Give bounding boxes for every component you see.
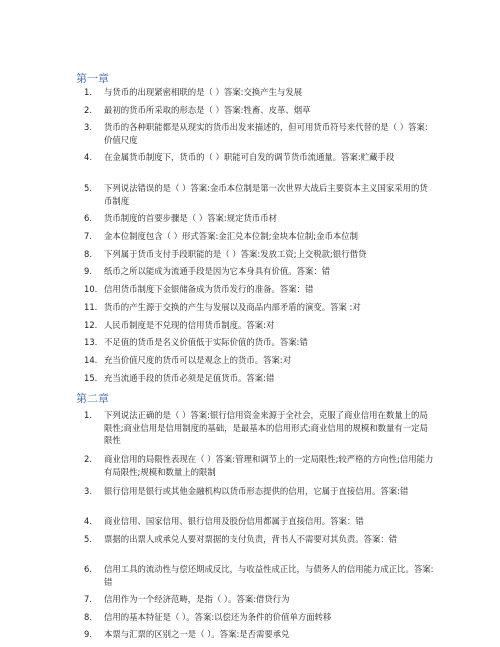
list-item: [84, 515, 434, 528]
list-item: [84, 319, 434, 332]
list-item: [84, 611, 434, 624]
item-text: 票据的出票人或承兑人要对票据的支付负责，背书人不需要对其负责。答案：错: [104, 534, 398, 544]
item-text: 下列说法正确的是（ ）答案:银行信用资金来源于全社会，克服了商业信用在数量上的局限性;商业信用是信用制度的基础，是最基本的信用形式;商业信用的规模和数量有一定局限性: [104, 410, 428, 445]
item-text: 本票与汇票的区别之一是（ ）。答案:是否需要承兑: [104, 629, 290, 639]
item-number: 5.: [84, 183, 92, 193]
item-text: 与货币的出现紧密相联的是（ ）答案:交换产生与发展: [104, 87, 303, 97]
item-number: 8.: [84, 612, 92, 622]
item-text: 信用的基本特征是（ ）。答案:以偿还为条件的价值单方面转移: [104, 612, 332, 622]
item-number: 13.: [84, 337, 98, 347]
item-number: 10.: [84, 284, 98, 294]
item-number: 8.: [84, 249, 92, 259]
list-item: [84, 86, 434, 99]
list-item: [84, 533, 434, 546]
list-item: [84, 230, 434, 243]
list-item: [84, 563, 434, 588]
item-text: 不足值的货币是名义价值低于实际价值的货币。答案:错: [104, 337, 308, 347]
item-number: 11.: [84, 302, 98, 312]
item-number: 5.: [84, 534, 92, 544]
list-item: [84, 121, 434, 146]
item-number: 12.: [84, 320, 98, 330]
list-item: [84, 485, 434, 498]
item-text: 充当流通手段的货币必须是足值货币。答案:错: [104, 373, 275, 383]
item-number: 1.: [84, 87, 92, 97]
item-number: 9.: [84, 629, 92, 639]
item-text: 银行信用是银行或其他金融机构以货币形态提供的信用，它属于直接信用。答案:错: [104, 486, 409, 496]
item-number: 3.: [84, 486, 92, 496]
item-text: 信用货币制度下金银储备成为货币发行的准备。答案：错: [104, 284, 314, 294]
item-number: 6.: [84, 564, 92, 574]
item-text: 下列属于货币支付手段职能的是（ ）答案:发放工资;上交税款;银行借贷: [104, 249, 367, 259]
item-number: 7.: [84, 231, 92, 241]
item-number: 15.: [84, 373, 98, 383]
item-text: 货币的各种职能都是从现实的货币出发来描述的，但可用货币符号来代替的是（ ）答案:价值尺度: [104, 122, 428, 145]
item-number: 2.: [84, 454, 92, 464]
list-item: [84, 301, 434, 314]
list-item: [84, 372, 434, 385]
item-text: 最初的货币所采取的形态是（ ）答案:牲畜、皮革、烟草: [104, 105, 311, 115]
list-item: [84, 336, 434, 349]
item-text: 货币的产生源于交换的产生与发展以及商品内部矛盾的演变。答案 :对: [104, 302, 361, 312]
list-item: [84, 354, 434, 367]
chapter-title: 第一章: [76, 72, 109, 85]
item-text: 信用工具的流动性与偿还期成反比，与收益性成正比，与债务人的信用能力成正比。答案:错: [104, 564, 434, 587]
list-item: [84, 212, 434, 225]
list-item: [84, 151, 434, 164]
list-item: [84, 104, 434, 117]
list-item: [84, 265, 434, 278]
item-number: 7.: [84, 594, 92, 604]
item-text: 下列说法错误的是（ ）答案:金币本位制是第一次世界大战后主要资本主义国家采用的货币制度: [104, 183, 428, 206]
item-text: 金本位制度包含（ ）形式答案:金汇兑本位制;金块本位制;金币本位制: [104, 231, 358, 241]
list-item: [84, 628, 434, 641]
item-number: 2.: [84, 105, 92, 115]
list-item: [84, 248, 434, 261]
item-text: 货币制度的首要步骤是（ ）答案:规定货币币材: [104, 213, 277, 223]
item-text: 在金属货币制度下，货币的（ ）职能可自发的调节货币流通量。答案:贮藏手段: [104, 152, 395, 162]
item-text: 纸币之所以能成为流通手段是因为它本身具有价值。答案：错: [104, 266, 331, 276]
chapter-title: 第二章: [76, 392, 109, 405]
item-number: 9.: [84, 266, 92, 276]
item-number: 4.: [84, 152, 92, 162]
item-text: 信用作为一个经济范畴，是指（ ）。答案:借贷行为: [104, 594, 290, 604]
item-number: 3.: [84, 122, 92, 132]
list-item: [84, 283, 434, 296]
item-text: 人民币制度是不兑现的信用货币制度。答案:对: [104, 320, 275, 330]
list-item: [84, 453, 434, 478]
list-item: [84, 593, 434, 606]
item-text: 商业信用的局限性表现在（ ）答案:管理和调节上的一定局限性;较严格的方向性;信用能力有局限性;规模和数量上的限制: [104, 454, 434, 477]
item-number: 6.: [84, 213, 92, 223]
item-number: 14.: [84, 355, 98, 365]
item-text: 商业信用、国家信用、银行信用及股份信用都属于直接信用。答案：错: [104, 516, 364, 526]
list-item: [84, 182, 434, 207]
list-item: [84, 409, 434, 447]
item-text: 充当价值尺度的货币可以是观念上的货币。答案:对: [104, 355, 292, 365]
item-number: 1.: [84, 410, 92, 420]
item-number: 4.: [84, 516, 92, 526]
